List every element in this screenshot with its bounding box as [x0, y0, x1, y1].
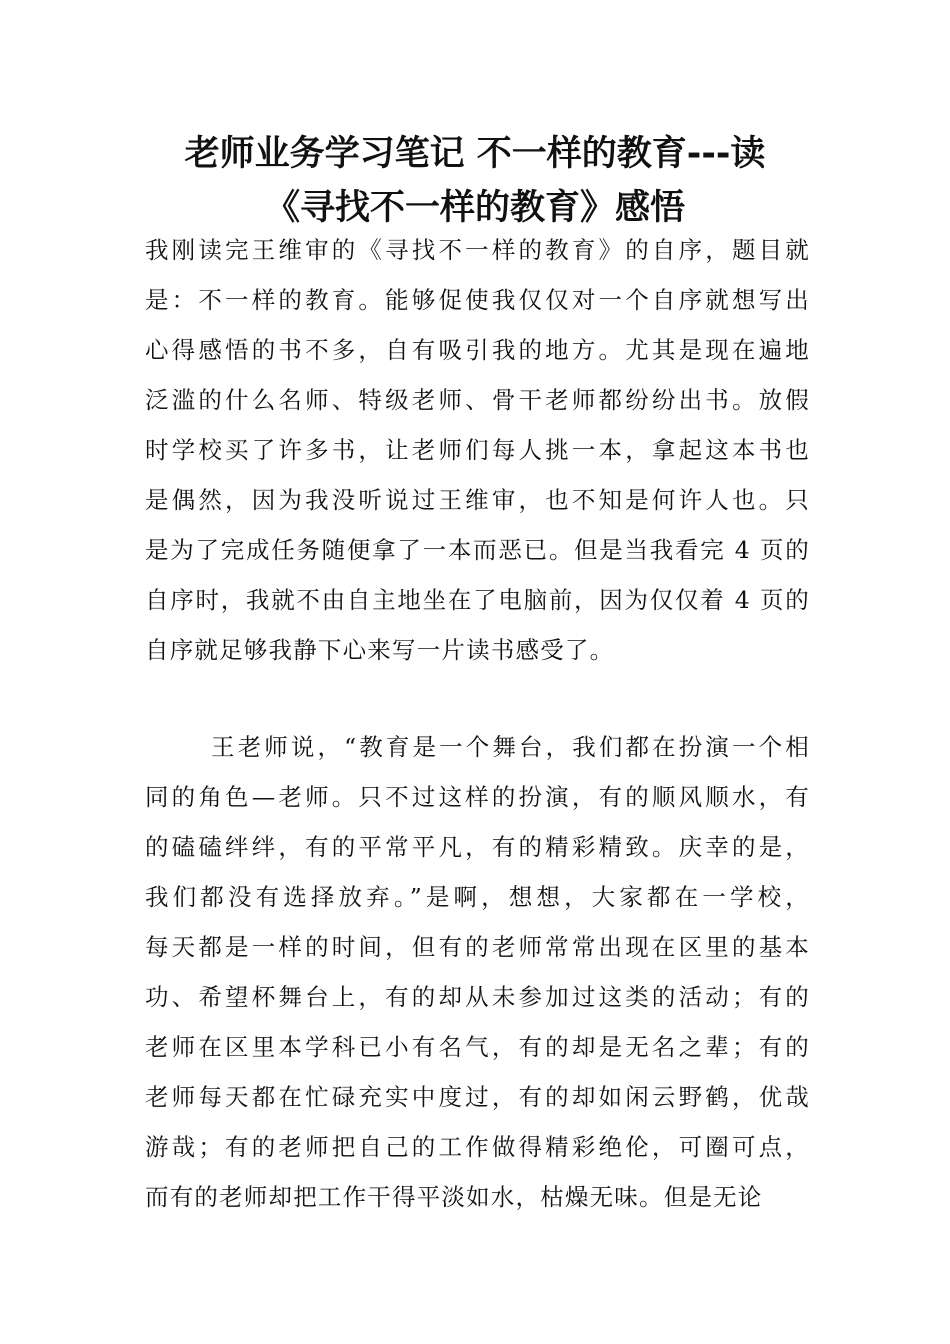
paragraph-line: 心得感悟的书不多，自有吸引我的地方。尤其是现在遍地	[145, 336, 810, 364]
body-paragraph	[145, 225, 810, 675]
paragraph-line: 是为了完成任务随便拿了一本而恶已。但是当我看完 4 页的	[145, 536, 810, 564]
paragraph-line: 时学校买了许多书，让老师们每人挑一本，拿起这本书也	[145, 436, 810, 464]
paragraph-line: 是偶然，因为我没听说过王维审，也不知是何许人也。只	[145, 486, 810, 514]
paragraph-line: 功、希望杯舞台上，有的却从未参加过这类的活动；有的	[145, 983, 810, 1011]
paragraph-line: 自序时，我就不由自主地坐在了电脑前，因为仅仅着 4 页的	[145, 586, 810, 614]
paragraph-line: 我刚读完王维审的《寻找不一样的教育》的自序，题目就	[145, 236, 810, 264]
title-line: 《寻找不一样的教育》感悟	[264, 188, 685, 228]
paragraph-line: 老师每天都在忙碌充实中度过，有的却如闲云野鹤，优哉	[145, 1083, 810, 1111]
paragraph-line: 的磕磕绊绊，有的平常平凡，有的精彩精致。庆幸的是，	[145, 833, 810, 861]
paragraph-line: 同的角色—老师。只不过这样的扮演，有的顺风顺水，有	[145, 783, 810, 811]
paragraph-line: 每天都是一样的时间，但有的老师常常出现在区里的基本	[145, 933, 810, 961]
paragraph-line: 王老师说，“教育是一个舞台，我们都在扮演一个相	[211, 733, 810, 761]
body-paragraph	[145, 722, 810, 1222]
paragraph-line: 泛滥的什么名师、特级老师、骨干老师都纷纷出书。放假	[145, 386, 810, 414]
paragraph-line: 自序就足够我静下心来写一片读书感受了。	[145, 636, 615, 664]
paragraph-line: 游哉；有的老师把自己的工作做得精彩绝伦，可圈可点，	[145, 1133, 810, 1161]
paragraph-line: 老师在区里本学科已小有名气，有的却是无名之辈；有的	[145, 1033, 810, 1061]
document-title	[120, 127, 830, 235]
paragraph-line: 我们都没有选择放弃。”是啊，想想，大家都在一学校，	[145, 883, 810, 911]
title-line: 老师业务学习笔记 不一样的教育---读	[184, 134, 766, 174]
paragraph-line: 是：不一样的教育。能够促使我仅仅对一个自序就想写出	[145, 286, 810, 314]
paragraph-line: 而有的老师却把工作干得平淡如水，枯燥无味。但是无论	[145, 1183, 763, 1211]
